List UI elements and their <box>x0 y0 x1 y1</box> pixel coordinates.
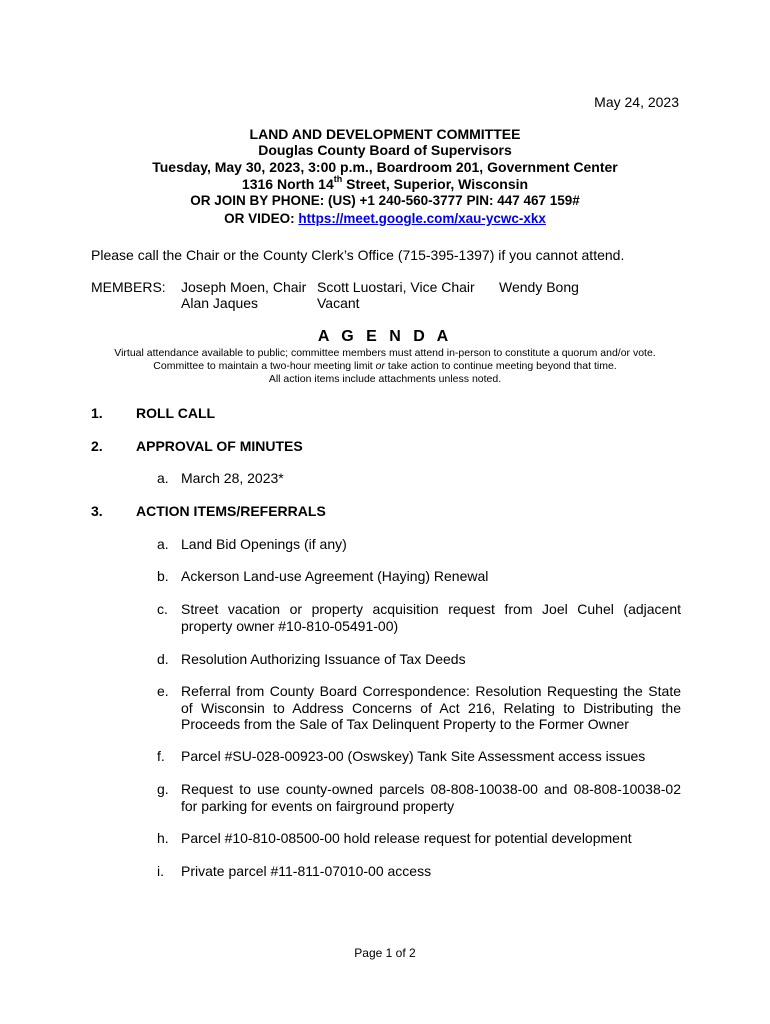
action-item: Request to use county-owned parcels 08-808-10038-00 and 08-808-10038-02 for parking for events on fairground property <box>181 781 681 814</box>
action-item: Referral from County Board Correspondence: Resolution Requesting the State of Wisconsin to Address Concerns of Act 216, Relating to Distributing the Proceeds from the Sale of Tax Delinquent Property to the Former Owner <box>181 683 681 732</box>
time-limit-note-end: take action to continue meeting beyond that time. <box>384 360 617 372</box>
board-name: Douglas County Board of Supervisors <box>258 142 512 158</box>
item-letter: i. <box>157 863 164 879</box>
agenda-title: A G E N D A <box>317 328 453 345</box>
section-number: 2. <box>91 438 103 454</box>
member-name: Scott Luostari, Vice Chair <box>317 279 475 295</box>
member-name: Joseph Moen, Chair <box>181 279 307 295</box>
time-limit-note <box>0 360 770 372</box>
address-start: 1316 North 14 <box>241 176 334 192</box>
meeting-details: Tuesday, May 30, 2023, 3:00 p.m., Boardroom 201, Government Center <box>152 159 618 175</box>
item-letter: b. <box>157 568 169 584</box>
item-letter: c. <box>157 601 168 617</box>
action-item: Parcel #SU-028-00923-00 (Oswskey) Tank Site Assessment access issues <box>181 748 646 764</box>
committee-name: LAND AND DEVELOPMENT COMMITTEE <box>249 126 521 142</box>
call-notice: Please call the Chair or the County Clerk’s Office (715-395-1397) if you cannot attend. <box>91 247 625 263</box>
time-limit-note-or: or <box>375 360 385 372</box>
section-title: ACTION ITEMS/REFERRALS <box>136 503 326 519</box>
item-letter: e. <box>157 683 169 699</box>
member-name: Vacant <box>317 295 360 311</box>
attendance-note: Virtual attendance available to public; committee members must attend in-person to constitute a quorum and/or vote. <box>114 347 656 359</box>
video-link[interactable]: https://meet.google.com/xau-ycwc-xkx <box>298 211 546 226</box>
action-item: Resolution Authorizing Issuance of Tax Deeds <box>181 651 466 667</box>
section-number: 1. <box>91 405 103 421</box>
section-title: ROLL CALL <box>136 405 216 421</box>
time-limit-note-start: Committee to maintain a two-hour meeting limit <box>153 360 376 372</box>
section-title: APPROVAL OF MINUTES <box>136 438 303 454</box>
phone-join-info: OR JOIN BY PHONE: (US) +1 240-560-3777 PIN: 447 467 159# <box>190 193 580 208</box>
action-item: Ackerson Land-use Agreement (Haying) Renewal <box>181 568 489 584</box>
video-label: OR VIDEO: <box>224 211 299 226</box>
member-name: Wendy Bong <box>499 279 579 295</box>
members-label: MEMBERS: <box>91 279 166 295</box>
address-end: Street, Superior, Wisconsin <box>342 176 529 192</box>
minutes-item: March 28, 2023* <box>181 470 284 486</box>
item-letter: h. <box>157 830 169 846</box>
page-number: Page 1 of 2 <box>354 946 416 960</box>
address-ordinal: th <box>333 174 343 185</box>
member-name: Alan Jaques <box>181 295 259 311</box>
item-letter: a. <box>157 536 169 552</box>
action-item: Private parcel #11-811-07010-00 access <box>181 863 432 879</box>
item-letter: f. <box>157 748 165 764</box>
action-item: Street vacation or property acquisition request from Joel Cuhel (adjacent property owner #10-810-05491-00) <box>181 601 681 634</box>
section-number: 3. <box>91 503 103 519</box>
item-letter: a. <box>157 470 169 486</box>
action-item: Land Bid Openings (if any) <box>181 536 347 552</box>
action-item: Parcel #10-810-08500-00 hold release request for potential development <box>181 830 632 846</box>
video-join-info <box>0 211 770 226</box>
item-letter: d. <box>157 651 169 667</box>
attachments-note: All action items include attachments unless noted. <box>268 373 502 385</box>
document-date: May 24, 2023 <box>594 94 679 110</box>
meeting-address <box>0 176 770 192</box>
item-letter: g. <box>157 781 169 797</box>
